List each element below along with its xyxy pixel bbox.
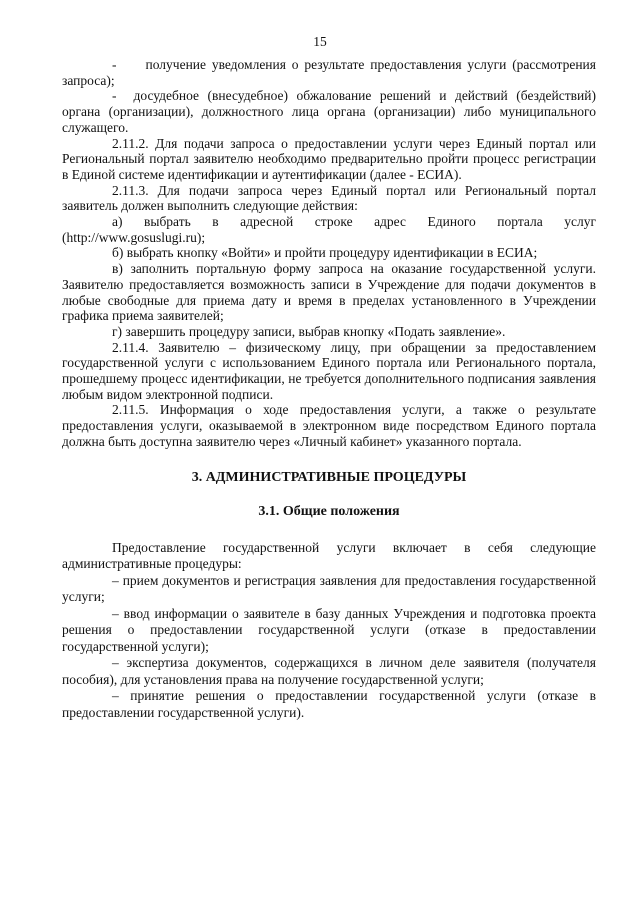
page-number: 15 xyxy=(313,34,327,49)
paragraph-step-b: б) выбрать кнопку «Войти» и пройти процедуру идентификации в ЕСИА; xyxy=(112,245,538,261)
paragraph-procedures-intro: Предоставление государственной услуги включает в себя следующие административные процедуры: xyxy=(62,539,596,572)
section-title: 3. АДМИНИСТРАТИВНЫЕ ПРОЦЕДУРЫ xyxy=(191,469,467,485)
section-subtitle: 3.1. Общие положения xyxy=(258,503,400,519)
list-item-reception: – прием документов и регистрация заявления для предоставления государственной услуги; xyxy=(62,572,596,605)
paragraph-step-a: а) выбрать в адресной строке адрес Единого портала услуг (http://www.gosuslugi.ru); xyxy=(62,214,596,245)
paragraph-step-d: г) завершить процедуру записи, выбрав кнопку «Подать заявление». xyxy=(112,323,506,339)
paragraph-bullet-appeal: - досудебное (внесудебное) обжалование решений и действий (бездействий) органа (организации), должностного лица органа (организации) либо муниципального служащего. xyxy=(62,88,596,135)
paragraph-2-11-2: 2.11.2. Для подачи запроса о предоставлении услуги через Единый портал или Региональный портал заявителю необходимо предварительно пройти процесс регистрации в Единой системе идентификации и аутентификации (далее - ЕСИА). xyxy=(62,135,596,182)
list-item-data-entry: – ввод информации о заявителе в базу данных Учреждения и подготовка проекта решения о предоставлении государственной услуги (отказе в предоставлении государственной услуги); xyxy=(62,605,596,654)
paragraph-2-11-5: 2.11.5. Информация о ходе предоставления услуги, а также о результате предоставления услуги, оказываемой в электронном виде посредством Единого портала должна быть доступна заявителю через «Личный кабинет» указанного портала. xyxy=(62,402,596,449)
paragraph-2-11-3: 2.11.3. Для подачи запроса через Единый портал или Региональный портал заявитель должен выполнить следующие действия: xyxy=(62,182,596,214)
list-item-expertise: – экспертиза документов, содержащихся в личном деле заявителя (получателя пособия), для установления права на получение государственной услуги; xyxy=(62,655,596,687)
paragraph-2-11-4: 2.11.4. Заявителю – физическому лицу, при обращении за предоставлением государственной услуги с использованием Единого портала или Регионального портала, прошедшему процесс идентификации, не требуется дополнительного подписания заявления любым видом электронной подписи. xyxy=(62,339,596,402)
list-item-decision: – принятие решения о предоставлении государственной услуги (отказе в предоставлении государственной услуги). xyxy=(62,688,596,720)
paragraph-step-c: в) заполнить портальную форму запроса на оказание государственной услуги. Заявителю предоставляется возможность записи в Учреждение для подачи документов в любые свободные для приема дату и время в пределах установленного в Учреждении графика приема заявителей; xyxy=(62,261,596,324)
page-content xyxy=(62,57,596,721)
paragraph-bullet-notification: - получение уведомления о результате предоставления услуги (рассмотрения запроса); xyxy=(62,57,596,88)
